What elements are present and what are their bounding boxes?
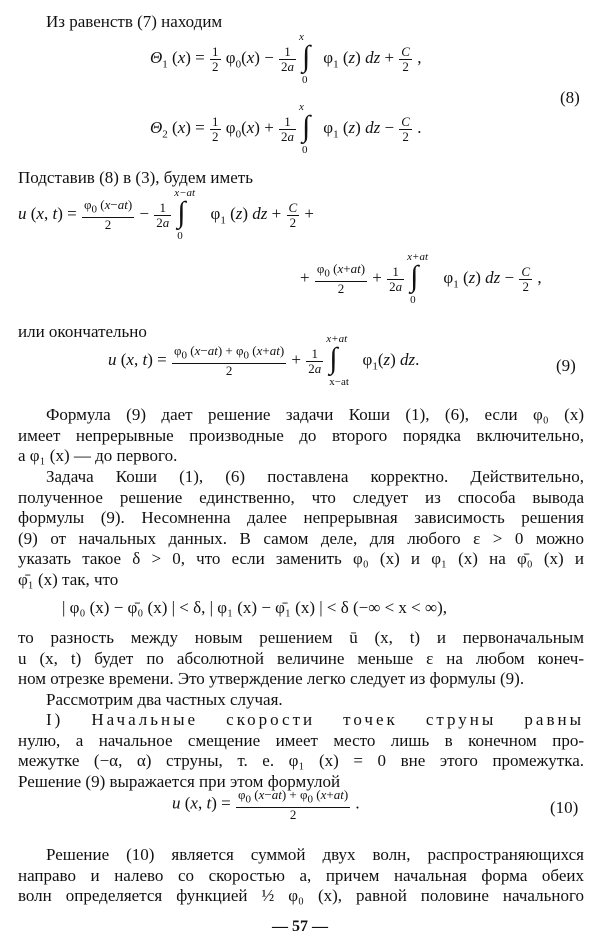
para2-line: Задача Коши (1), (6) поставлена корректно. Действительно,: [46, 467, 584, 486]
equation-9: u (x, t) = $\frac{\varphi_0 (x-at) + \varphi_0 (x+at)}{2}$ + $\frac{1}{2a}$ x+at ∫ x−at $\varphi_1(z)$ dz.: [108, 333, 420, 388]
para2-line: φ̄₁ (x) так, что: [18, 569, 119, 589]
equation-10-number: (10): [550, 798, 579, 817]
case1-line: Решение (9) выражается при этом формулой: [18, 771, 341, 791]
equation-10: u (x, t) = $\frac{\varphi_0 (x-at) + \varphi_0 (x+at)}{2}$ .: [172, 787, 360, 822]
equation-u-line1: u (x, t) = $\frac{\varphi_0 (x-at)}{2}$ − $\frac{1}{2a}$ x−at ∫ 0 $\varphi_1$ (z) dz + $\frac{C}{2}$ +: [18, 187, 315, 242]
para1-line: а φ₁ (x) — до первого.: [18, 446, 178, 465]
page-number: — 57 —: [272, 918, 328, 935]
equation-8-theta2: $\Theta_2$ (x) = $\frac{1}{2}$ $\varphi_0(x)$ + $\frac{1}{2a}$ x ∫ 0 $\varphi_1$ (z) dz − $\frac{C}{2}$ .: [150, 101, 422, 156]
case1-line: межутке (−α, α) струны, т. е. φ₁ (x) = 0 вне этого промежутка.: [18, 751, 584, 770]
para1-line: Формула (9) дает решение задачи Коши (1), (6), если φ₀ (x): [46, 405, 584, 424]
paragraph-3: [18, 628, 584, 690]
para2-line: полученное решение единственно, что следует из способа вывода: [18, 487, 584, 507]
paragraph-5: [18, 845, 584, 907]
para5-line: волн определяется функцией ½ φ₀ (x), равной половине начального: [18, 886, 584, 905]
case-1: [18, 710, 584, 792]
paragraph-2: [18, 467, 584, 590]
para3-line: ном отрезке времени. Это утверждение легко следует из формулы (9).: [18, 669, 525, 688]
para3-line: то разность между новым решением ū (x, t) и первоначальным: [18, 628, 584, 647]
para5-line: направо и налево со скоростью a, причем начальная форма обеих: [18, 865, 584, 885]
intro-text: Из равенств (7) находим: [46, 12, 223, 31]
equation-u-line2: + $\frac{\varphi_0 (x+at)}{2}$ + $\frac{1}{2a}$ x+at ∫ 0 $\varphi_1$ (z) dz − $\frac{C}{2}$ ,: [300, 251, 542, 306]
finally-text: или окончательно: [18, 322, 147, 341]
para3-line: u (x, t) будет по абсолютной величине меньше ε на любом конеч-: [18, 648, 584, 668]
para2-line: формулы (9). Несомненна далее непрерывная зависимость решения: [18, 508, 584, 527]
inequality: | φ₀ (x) − φ̄₀ (x) | < δ, | φ₁ (x) − φ̄₁ (x) | < δ (−∞ < x < ∞),: [62, 598, 448, 617]
para1-line: имеет непрерывные производные до второго порядка включительно,: [18, 425, 584, 445]
equation-8-number: (8): [560, 88, 580, 107]
case1-line: I) Начальные скорости точек струны равны: [46, 710, 584, 729]
para2-line: указать такое δ > 0, что если заменить φ₀ (x) и φ₁ (x) на φ̄₀ (x) и: [18, 549, 584, 568]
para2-line: (9) от начальных данных. В самом деле, для любого ε > 0 можно: [18, 528, 584, 548]
para5-line: Решение (10) является суммой двух волн, распространяющихся: [46, 845, 584, 864]
paragraph-1: [18, 405, 584, 467]
case1-line: нулю, а начальное смещение имеет место лишь в конечном про-: [18, 730, 584, 750]
equation-8-theta1: $\Theta_1$ (x) = $\frac{1}{2}$ $\varphi_0(x)$ − $\frac{1}{2a}$ x ∫ 0 $\varphi_1$ (z) dz + $\frac{C}{2}$ ,: [150, 31, 422, 86]
paragraph-4: Рассмотрим два частных случая.: [46, 690, 283, 709]
equation-9-number: (9): [556, 356, 576, 375]
substituting-text: Подставив (8) в (3), будем иметь: [18, 168, 253, 187]
